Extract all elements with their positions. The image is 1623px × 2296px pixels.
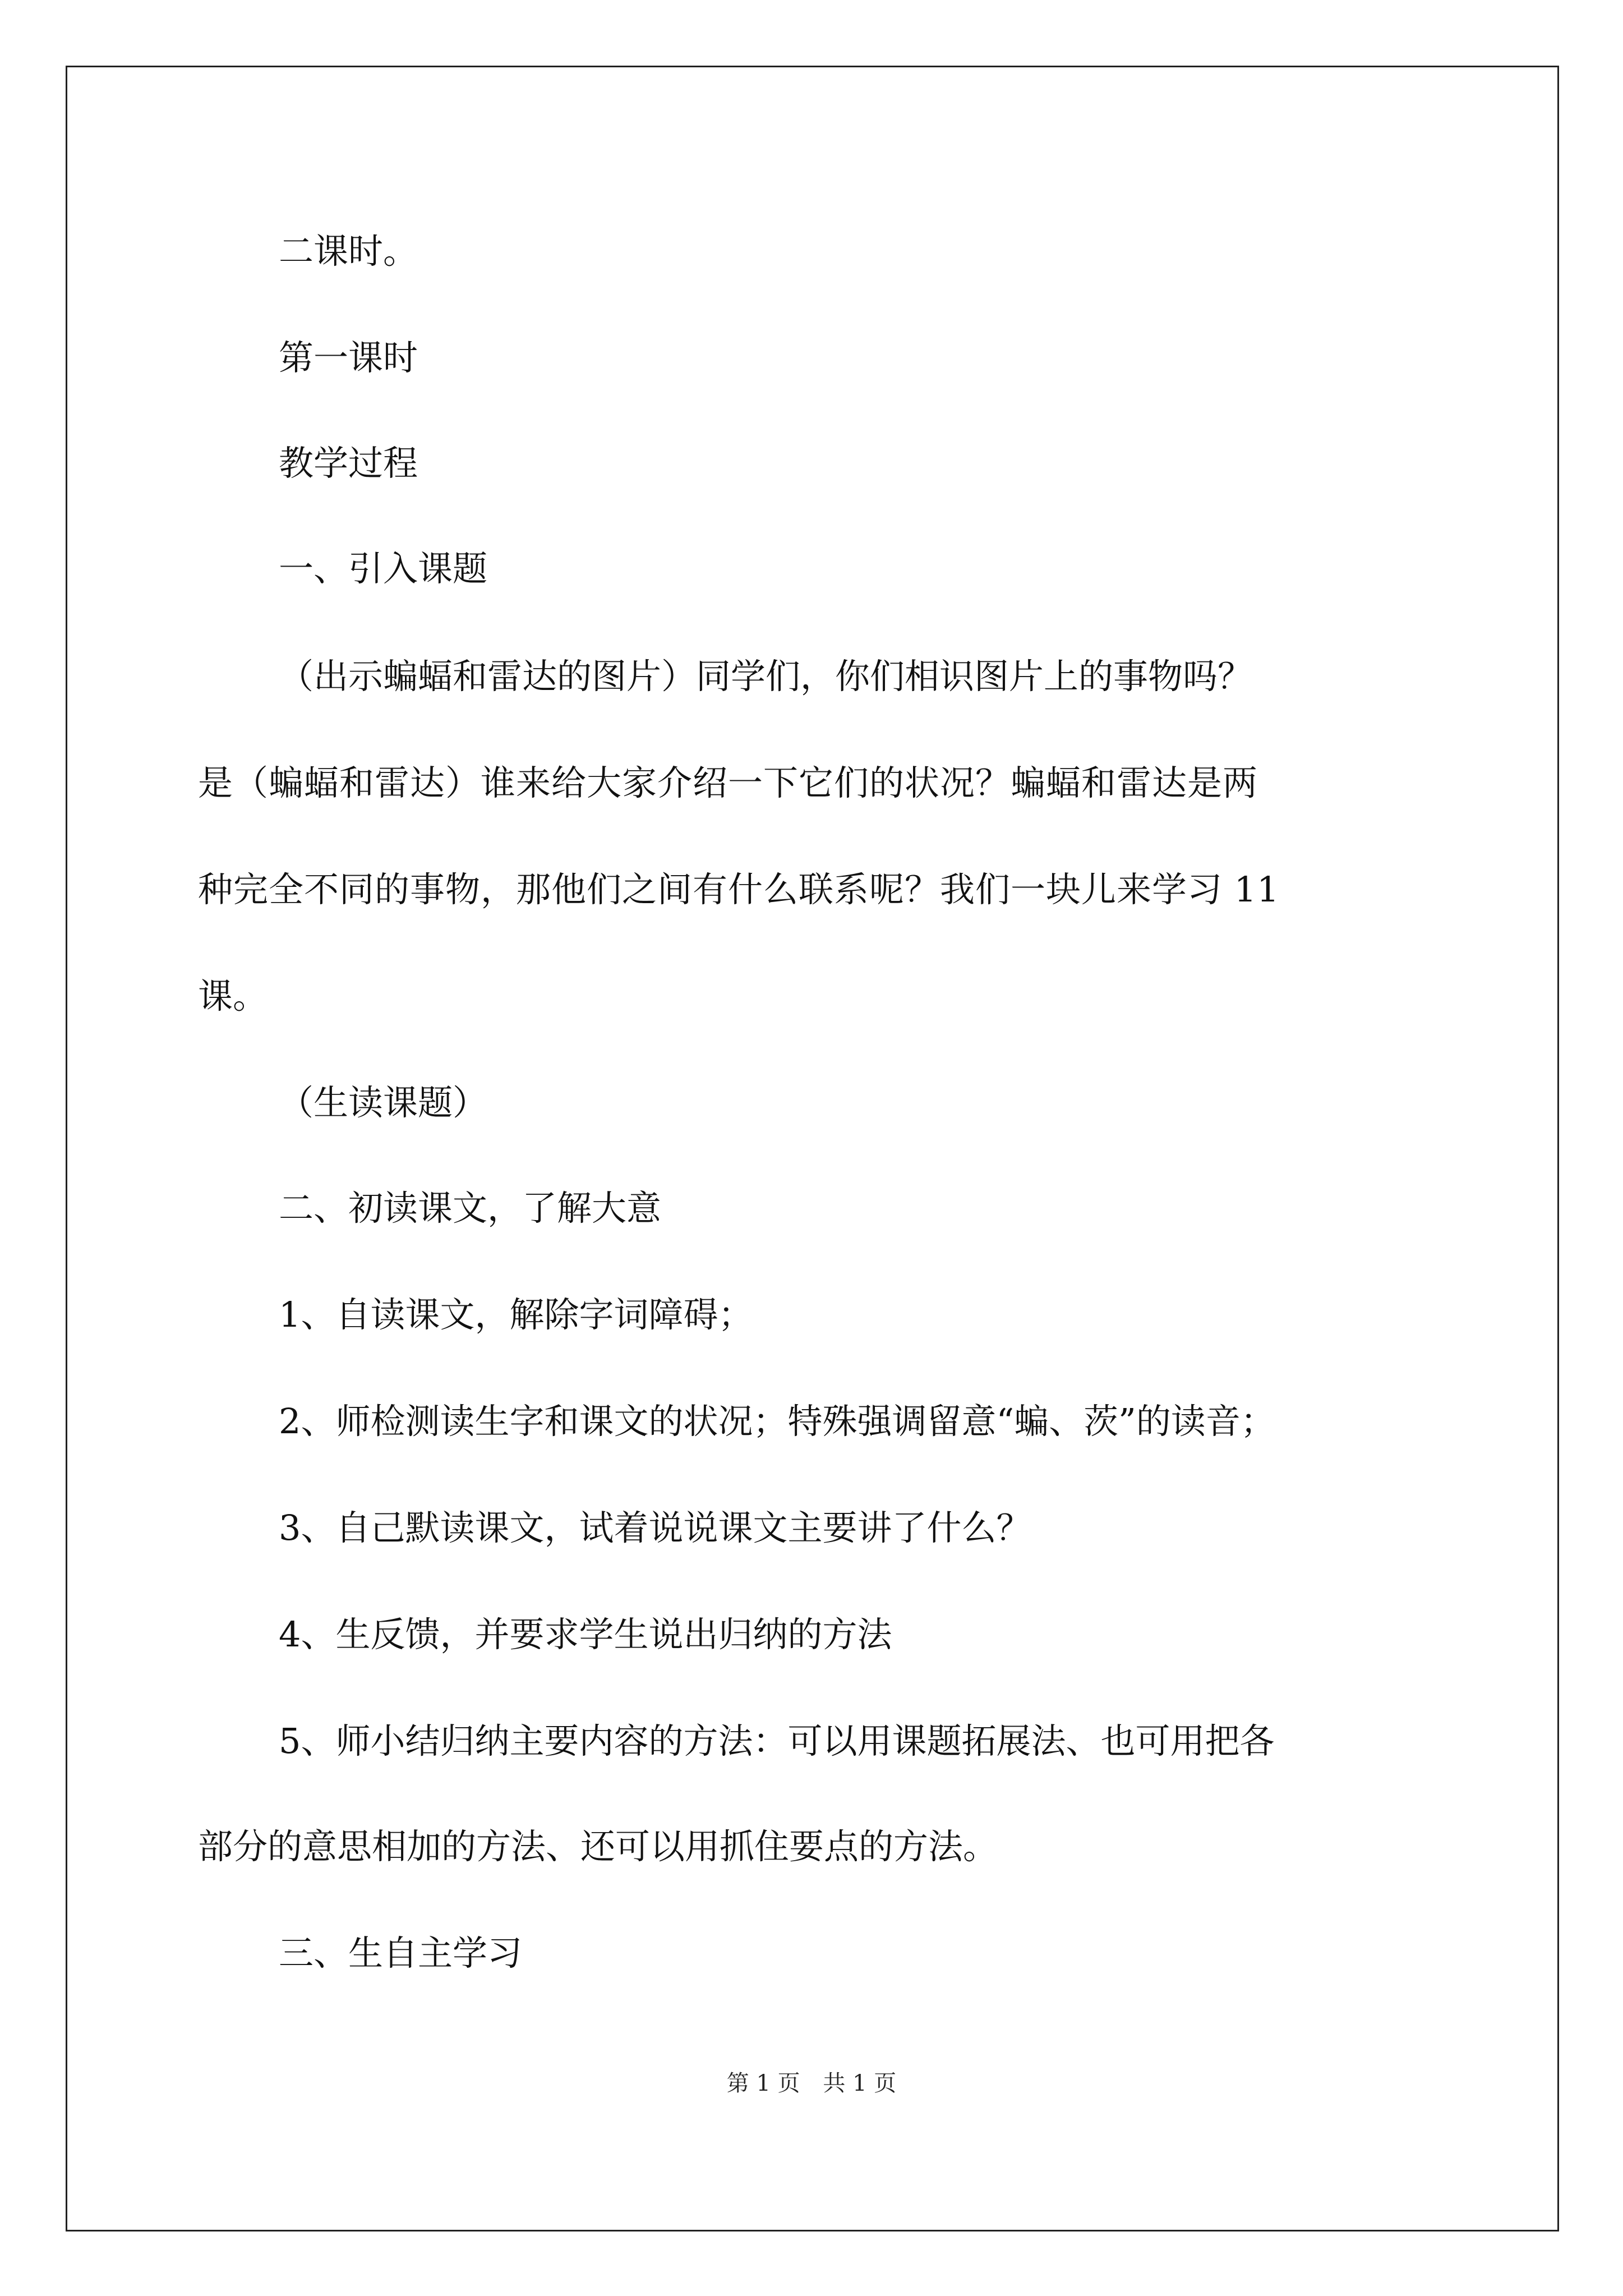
list-item: 2、师检测读生字和课文的状况；特殊强调留意“蝙、茨”的读音； (279, 1401, 1275, 1442)
section-heading: 三、生自主学习 (279, 1932, 523, 1973)
page-footer (0, 2070, 1623, 2097)
text-line: 教学过程 (279, 443, 418, 484)
list-item: 3、自己默读课文，试着说说课文主要讲了什么？ (279, 1507, 1031, 1548)
list-item: 4、生反馈，并要求学生说出归纳的方法 (279, 1614, 892, 1655)
text-line: （出示蝙蝠和雷达的图片）同学们，你们相识图片上的事物吗？ (279, 656, 1253, 697)
page-number-total: 共 1 页 (823, 2070, 897, 2096)
text-line: 第一课时 (279, 337, 418, 378)
text-line: 课。 (198, 976, 268, 1016)
text-line: （生读课题） (279, 1082, 488, 1123)
page-number-current: 第 1 页 (726, 2070, 800, 2096)
section-heading: 二、初读课文，了解大意 (279, 1188, 662, 1228)
list-item: 1、自读课文，解除字词障碍； (279, 1294, 753, 1335)
text-line: 是（蝙蝠和雷达）谁来给大家介绍一下它们的状况？蝙蝠和雷达是两 (198, 762, 1258, 803)
list-item: 5、师小结归纳主要内容的方法：可以用课题拓展法、也可用把各 (279, 1720, 1275, 1761)
page-border (66, 66, 1559, 2231)
text-line: 种完全不同的事物，那他们之间有什么联系呢？我们一块儿来学习 11 (198, 869, 1280, 910)
text-line: 部分的意思相加的方法、还可以用抓住要点的方法。 (198, 1826, 998, 1867)
section-heading: 一、引入课题 (279, 548, 488, 589)
text-line: 二课时。 (279, 231, 418, 272)
